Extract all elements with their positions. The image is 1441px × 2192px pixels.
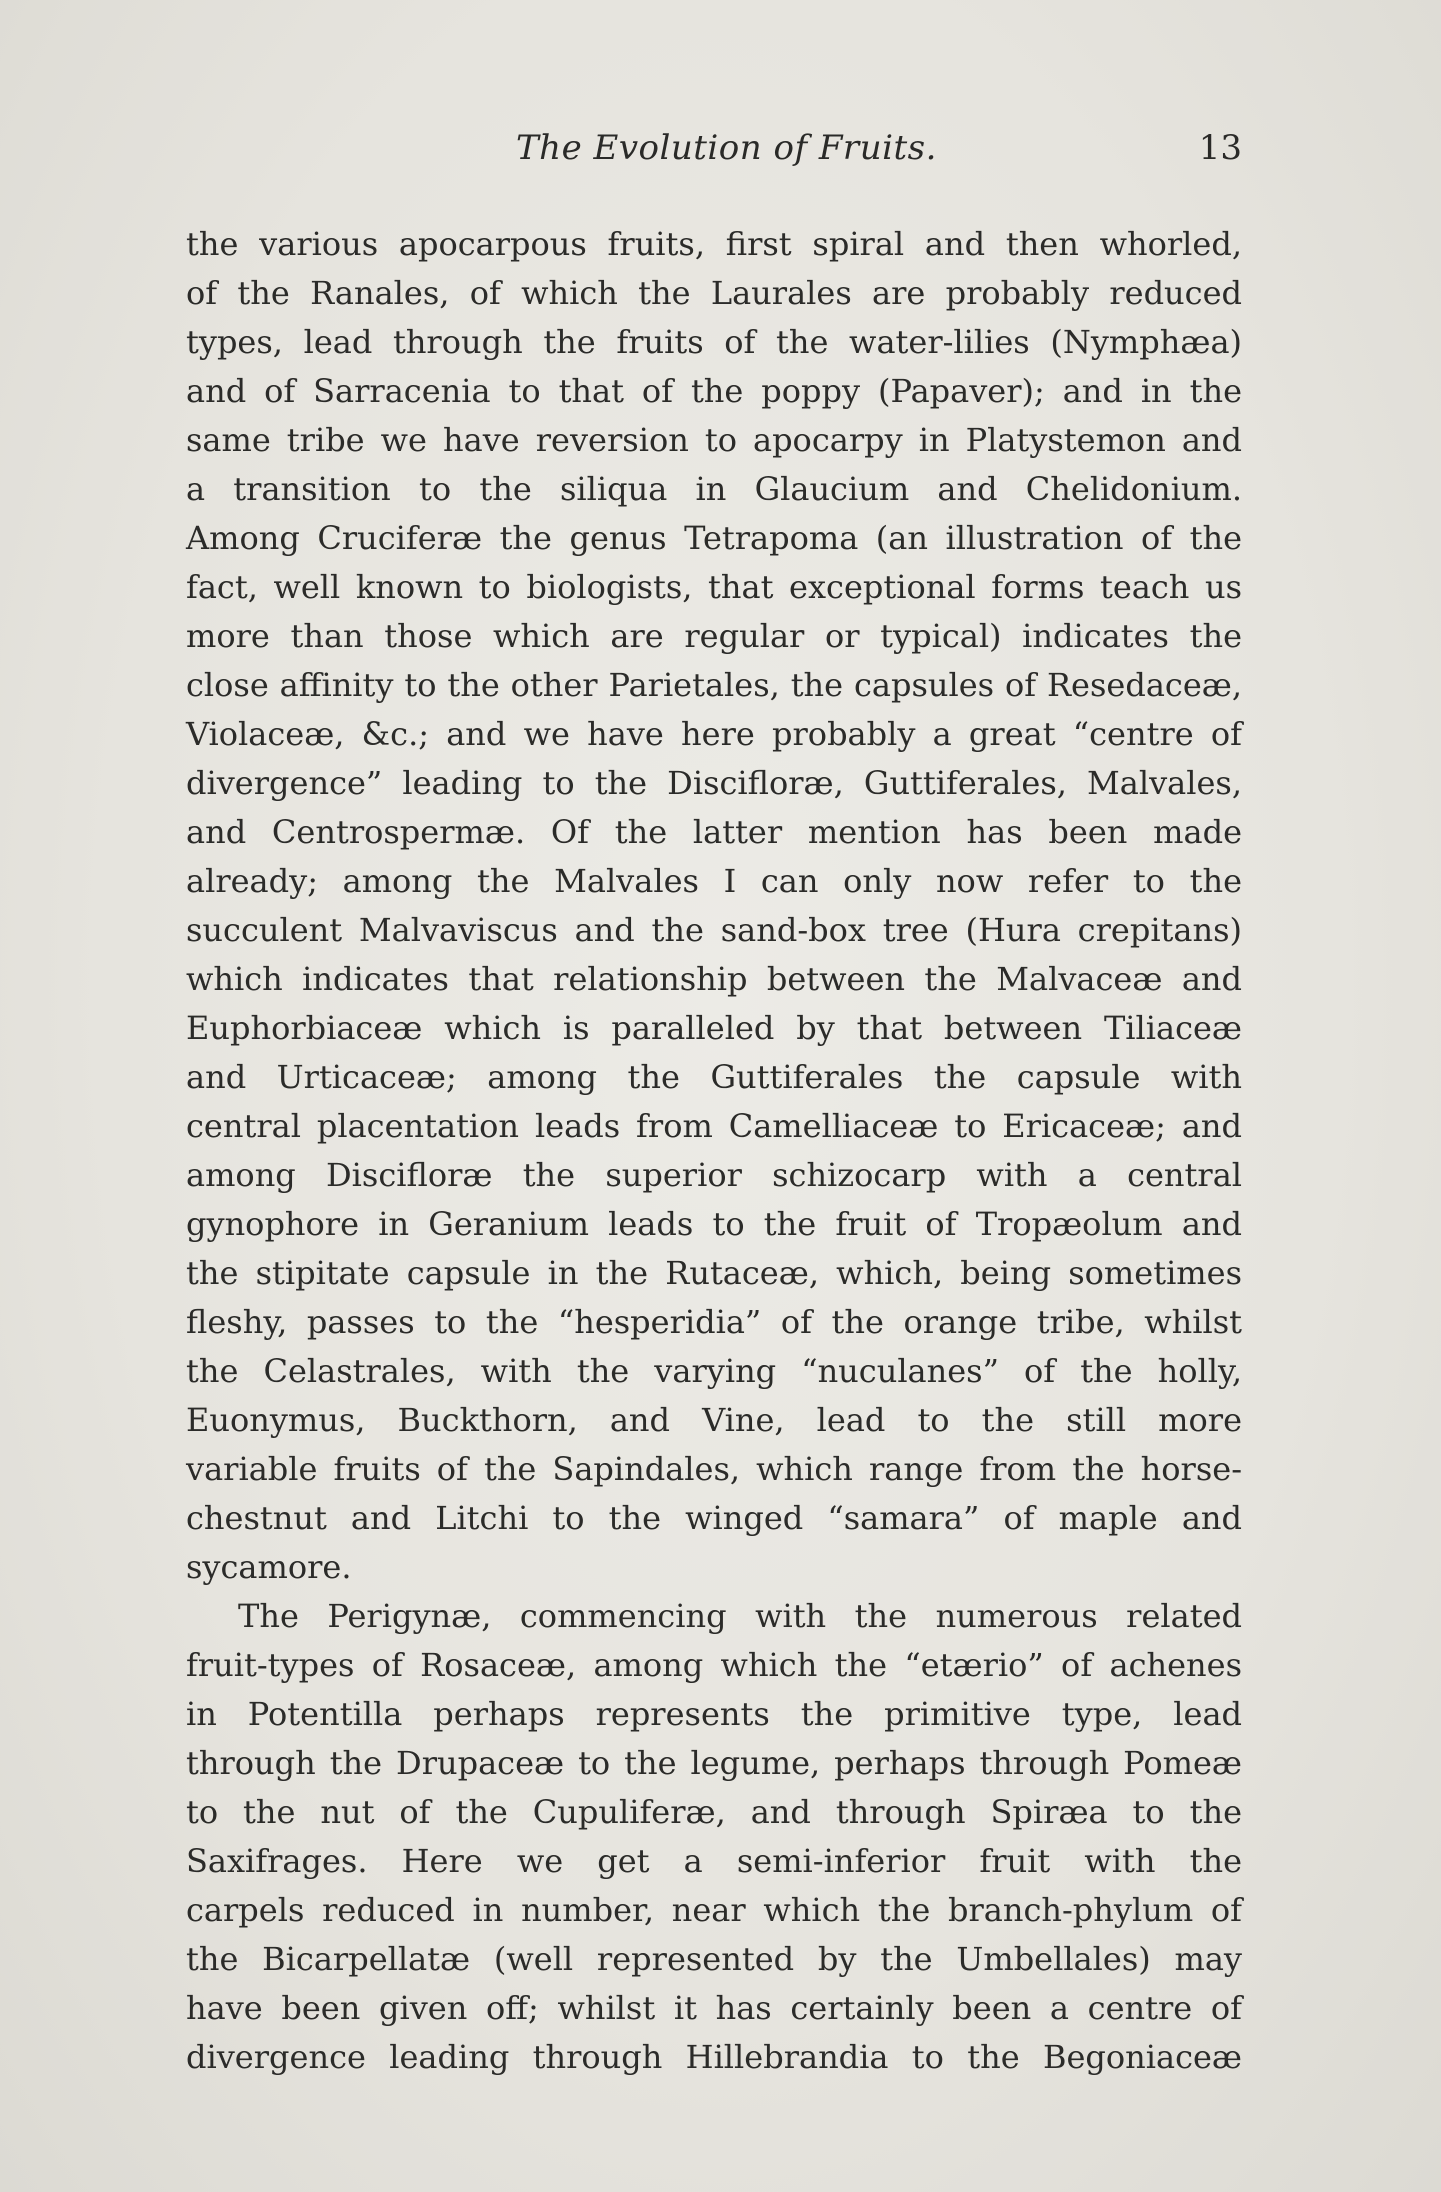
text-line: close affinity to the other Parietales, the capsules of Resedaceæ, [186, 666, 1242, 704]
page-number: 13 [1198, 128, 1242, 168]
text-line: variable fruits of the Sapindales, which range from the horse- [186, 1450, 1242, 1488]
text-line: have been given off; whilst it has certainly been a centre of [186, 1989, 1242, 2027]
text-line: Euphorbiaceæ which is paralleled by that between Tiliaceæ [186, 1009, 1242, 1047]
text-line: same tribe we have reversion to apocarpy in Platystemon and [186, 421, 1242, 459]
text-line: the Bicarpellatæ (well represented by the Umbellales) may [186, 1940, 1242, 1978]
text-line: central placentation leads from Camelliaceæ to Ericaceæ; and [186, 1107, 1242, 1145]
text-line: among Disciﬂoræ the superior schizocarp with a central [186, 1156, 1242, 1194]
text-line: Saxifrages. Here we get a semi-inferior fruit with the [186, 1842, 1242, 1880]
page-header [186, 128, 1242, 188]
text-line: divergence” leading to the Disciﬂoræ, Guttiferales, Malvales, [186, 764, 1242, 802]
text-line: more than those which are regular or typical) indicates the [186, 617, 1242, 655]
running-title: The Evolution of Fruits. [516, 128, 937, 168]
text-line: the Celastrales, with the varying “nuculanes” of the holly, [186, 1352, 1242, 1390]
text-line: chestnut and Litchi to the winged “samara” of maple and [186, 1499, 1242, 1537]
text-line: in Potentilla perhaps represents the primitive type, lead [186, 1695, 1242, 1733]
text-line: sycamore. [186, 1548, 352, 1586]
text-line: gynophore in Geranium leads to the fruit of Tropæolum and [186, 1205, 1242, 1243]
text-line: and Centrospermæ. Of the latter mention has been made [186, 813, 1242, 851]
text-line: fact, well known to biologists, that exceptional forms teach us [186, 568, 1242, 606]
text-line: and Urticaceæ; among the Guttiferales the capsule with [186, 1058, 1242, 1096]
text-line: Euonymus, Buckthorn, and Vine, lead to the still more [186, 1401, 1242, 1439]
text-line: fruit-types of Rosaceæ, among which the “etærio” of achenes [186, 1646, 1242, 1684]
text-line: types, lead through the fruits of the water-lilies (Nymphæa) [186, 323, 1242, 361]
text-line: fleshy, passes to the “hesperidia” of the orange tribe, whilst [186, 1303, 1242, 1341]
text-line: of the Ranales, of which the Laurales are probably reduced [186, 274, 1242, 312]
text-line: to the nut of the Cupuliferæ, and through Spiræa to the [186, 1793, 1242, 1831]
text-line: a transition to the siliqua in Glaucium and Chelidonium. [186, 470, 1242, 508]
paragraph-start-line: The Perigynæ, commencing with the numerous related [238, 1597, 1242, 1635]
text-line: divergence leading through Hillebrandia to the Begoniaceæ [186, 2038, 1242, 2076]
text-line: succulent Malvaviscus and the sand-box tree (Hura crepitans) [186, 911, 1242, 949]
text-line: carpels reduced in number, near which the branch-phylum of [186, 1891, 1242, 1929]
text-line: and of Sarracenia to that of the poppy (Papaver); and in the [186, 372, 1242, 410]
text-line: the stipitate capsule in the Rutaceæ, which, being sometimes [186, 1254, 1242, 1292]
text-line: Among Cruciferæ the genus Tetrapoma (an illustration of the [186, 519, 1242, 557]
text-line: the various apocarpous fruits, first spiral and then whorled, [186, 225, 1242, 263]
text-line: which indicates that relationship between the Malvaceæ and [186, 960, 1242, 998]
text-line: Violaceæ, &c.; and we have here probably a great “centre of [186, 715, 1242, 753]
text-line: through the Drupaceæ to the legume, perhaps through Pomeæ [186, 1744, 1242, 1782]
text-line: already; among the Malvales I can only now refer to the [186, 862, 1242, 900]
body-text [186, 220, 1242, 2082]
